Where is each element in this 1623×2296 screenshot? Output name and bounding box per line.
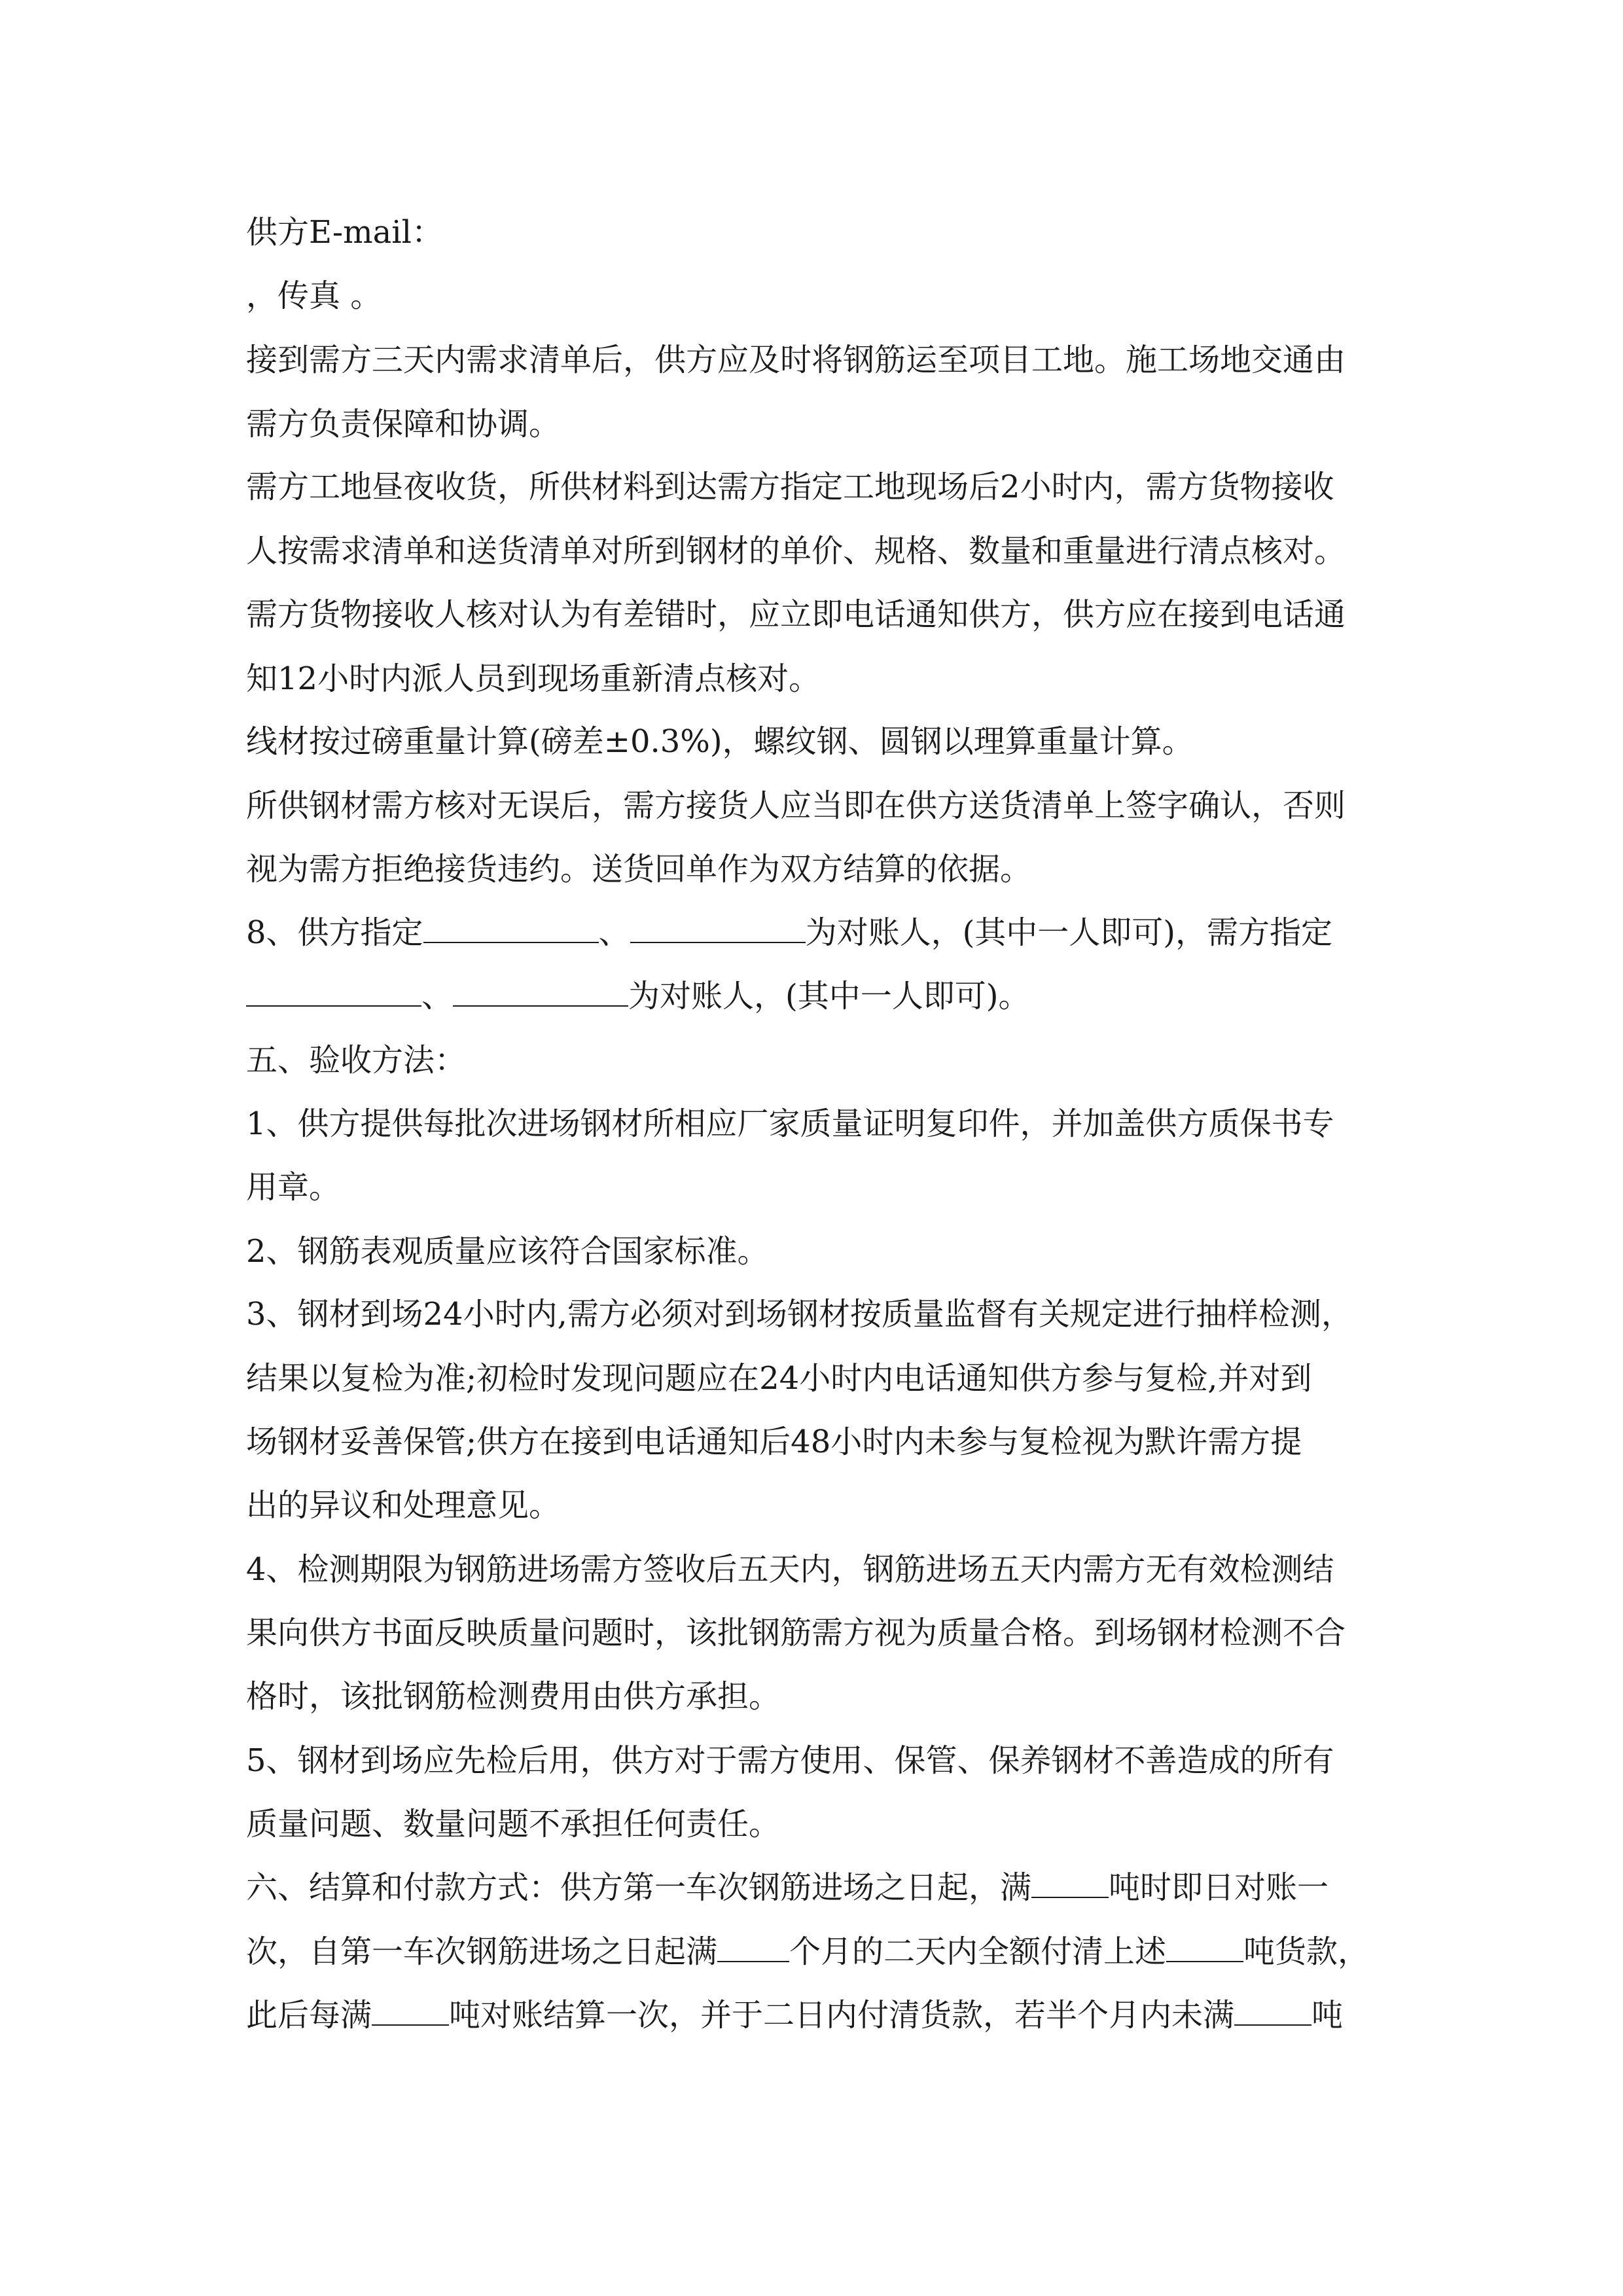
text-fragment: 为对账人，(其中一人即可)，需方指定 bbox=[805, 914, 1333, 951]
text-line-reconciler bbox=[246, 912, 1332, 954]
fill-blank[interactable] bbox=[630, 912, 806, 943]
text-line: 质量问题、数量问题不承担任何责任。 bbox=[246, 1806, 781, 1842]
text-line: 视为需方拒绝接货违约。送货回单作为双方结算的依据。 bbox=[246, 851, 1032, 888]
text-fragment: 吨对账结算一次，并于二日内付清货款，若半个月内未满 bbox=[449, 1997, 1235, 2034]
text-line: 结果以复检为准;初检时发现问题应在24小时内电话通知供方参与复检,并对到 bbox=[246, 1360, 1312, 1397]
fill-blank[interactable] bbox=[423, 912, 599, 943]
text-line: 用章。 bbox=[246, 1169, 341, 1206]
fill-blank[interactable] bbox=[246, 975, 421, 1007]
text-line-reconciler bbox=[246, 975, 1029, 1017]
text-line: 人按需求清单和送货清单对所到钢材的单价、规格、数量和重量进行清点核对。 bbox=[246, 533, 1346, 569]
text-fragment: 此后每满 bbox=[246, 1997, 372, 2034]
text-line-settlement bbox=[246, 1867, 1329, 1909]
text-line: 3、钢材到场24小时内,需方必须对到场钢材按质量监督有关规定进行抽样检测， bbox=[246, 1296, 1353, 1333]
text-fragment: 吨时即日对账一 bbox=[1109, 1869, 1329, 1906]
text-line: 1、供方提供每批次进场钢材所相应厂家质量证明复印件，并加盖供方质保书专 bbox=[246, 1105, 1334, 1142]
text-fragment: 为对账人，(其中一人即可)。 bbox=[628, 978, 1030, 1014]
fill-blank[interactable] bbox=[717, 1931, 789, 1962]
text-fragment: 8、供方指定 bbox=[246, 914, 423, 951]
text-fragment: 吨货款， bbox=[1243, 1933, 1370, 1970]
text-fragment: 、 bbox=[421, 978, 454, 1014]
text-line: 所供钢材需方核对无误后，需方接货人应当即在供方送货清单上签字确认，否则 bbox=[246, 787, 1346, 824]
fill-blank[interactable] bbox=[1031, 1867, 1109, 1898]
text-line: 需方工地昼夜收货，所供材料到达需方指定工地现场后2小时内，需方货物接收 bbox=[246, 469, 1334, 505]
text-fragment: 次，自第一车次钢筋进场之日起满 bbox=[246, 1933, 718, 1970]
text-line: 5、钢材到场应先检后用，供方对于需方使用、保管、保养钢材不善造成的所有 bbox=[246, 1742, 1334, 1779]
text-line: 线材按过磅重量计算(磅差±0.3%)，螺纹钢、圆钢以理算重量计算。 bbox=[246, 723, 1194, 760]
text-line: 供方E-mail： bbox=[246, 214, 443, 251]
text-line-settlement bbox=[246, 1994, 1343, 2036]
fill-blank[interactable] bbox=[1234, 1994, 1311, 2026]
text-fragment: 个月的二天内全额付清上述 bbox=[789, 1933, 1167, 1970]
text-line: 4、检测期限为钢筋进场需方签收后五天内，钢筋进场五天内需方无有效检测结 bbox=[246, 1551, 1334, 1588]
section-heading: 五、验收方法： bbox=[246, 1042, 467, 1079]
text-line: 需方货物接收人核对认为有差错时，应立即电话通知供方，供方应在接到电话通 bbox=[246, 596, 1346, 633]
text-line: 格时，该批钢筋检测费用由供方承担。 bbox=[246, 1678, 781, 1715]
fill-blank[interactable] bbox=[372, 1994, 449, 2026]
text-line-settlement bbox=[246, 1931, 1369, 1973]
text-line: 需方负责保障和协调。 bbox=[246, 406, 561, 442]
text-line: 果向供方书面反映质量问题时，该批钢筋需方视为质量合格。到场钢材检测不合 bbox=[246, 1615, 1346, 1651]
text-fragment: 、 bbox=[598, 914, 630, 951]
fill-blank[interactable] bbox=[1166, 1931, 1243, 1962]
text-fragment: 吨 bbox=[1311, 1997, 1344, 2034]
text-line: 接到需方三天内需求清单后，供方应及时将钢筋运至项目工地。施工场地交通由 bbox=[246, 342, 1346, 378]
text-line: 知12小时内派人员到现场重新清点核对。 bbox=[246, 660, 821, 697]
text-line: ，传真 。 bbox=[246, 278, 382, 314]
text-line: 场钢材妥善保管;供方在接到电话通知后48小时内未参与复检视为默许需方提 bbox=[246, 1424, 1302, 1460]
text-line: 出的异议和处理意见。 bbox=[246, 1487, 561, 1524]
text-fragment: 六、结算和付款方式：供方第一车次钢筋进场之日起，满 bbox=[246, 1869, 1032, 1906]
fill-blank[interactable] bbox=[453, 975, 628, 1007]
text-line: 2、钢筋表观质量应该符合国家标准。 bbox=[246, 1233, 769, 1270]
